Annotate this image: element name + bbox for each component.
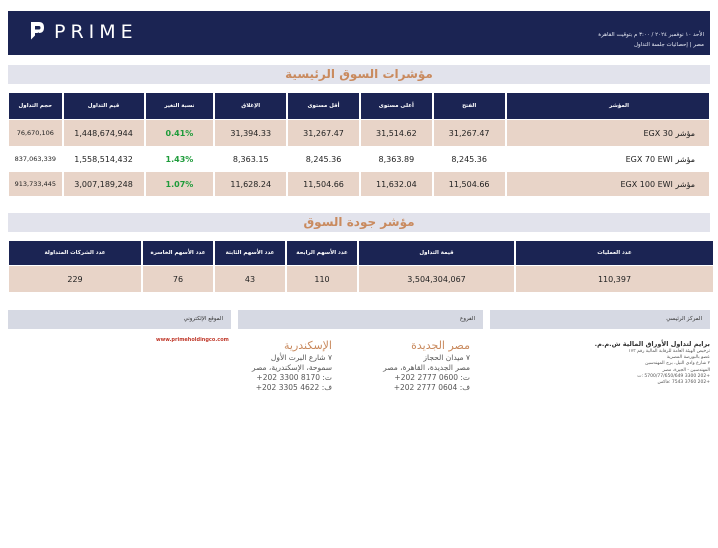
branch-heliopolis: مصر الجديدة ٧ ميدان الحجاز مصر الجديدة، القاهرة، مصر ت: 0600 2777 202+ ف: 0604 2777 202+: [383, 339, 470, 392]
col-high: أعلى مستوى: [361, 93, 432, 119]
index-name: مؤشر EGX 30: [507, 120, 709, 146]
hq-bar: المركز الرئيسي: [490, 310, 710, 329]
index-name: مؤشر EGX 100 EWI: [507, 172, 709, 196]
quality-table: [7, 240, 715, 293]
table-row: 229 76 43 110 3,504,304,067 110,397: [9, 266, 713, 292]
header-bar: [8, 11, 710, 55]
header-info: [598, 30, 704, 50]
table-row: 837,063,339 1,558,514,432 1.43% 8,363.15 8,245.36 8,363.89 8,245.36 مؤشر EGX 70 EWI: [9, 147, 709, 171]
website-bar: الموقع الإلكتروني: [8, 310, 231, 329]
col-index: المؤشر: [507, 93, 709, 119]
col-close: الإغلاق: [215, 93, 286, 119]
col-open: الفتح: [434, 93, 505, 119]
indices-section-title: مؤشرات السوق الرئيسية: [8, 65, 710, 84]
col-change: نسبة التغير: [146, 93, 214, 119]
branch-alexandria: الإسكندرية ٧ شارع البرت الأول سموحة، الإسكندرية، مصر ت: 8170 3300 202+ ف: 4622 3305 202+: [251, 339, 332, 392]
col-low: أقل مستوى: [288, 93, 359, 119]
brand-logo: [28, 20, 138, 44]
indices-header-row: [9, 93, 709, 119]
brand-name: PRIME: [54, 21, 138, 43]
head-office: برايم لتداول الأوراق المالية ش.م.م. ترخيص الهيئة العامة للرقابة المالية رقم ١٧٣ عضو بالبورصة المصرية ٢ شارع وادي النيل، برج المهندسين المهندسين - الجيزة، مصر +202 3300 5700/77/650/649 :ت +202 3760 7543 :فاكس: [594, 340, 710, 386]
table-row: 913,733,445 3,007,189,248 1.07% 11,628.24 11,504.66 11,632.04 11,504.66 مؤشر EGX 100 EWI: [9, 172, 709, 196]
branches-bar: الفروع: [238, 310, 483, 329]
indices-table: [7, 92, 711, 197]
report-date: الأحد ١٠ نوفمبر ٢٠٢٤ / ٣:٠٠ م بتوقيت القاهرة: [598, 32, 704, 38]
table-row: 76,670,106 1,448,674,944 0.41% 31,394.33 31,267.47 31,514.62 31,267.47 مؤشر EGX 30: [9, 120, 709, 146]
quality-header-row: عدد الشركات المتداولة عدد الأسهم الخاسرة عدد الأسهم الثابتة عدد الأسهم الرابحة قيمة التداول عدد العمليات: [9, 241, 713, 265]
col-value: قيم التداول: [64, 93, 144, 119]
website-link[interactable]: www.primeholdingco.com: [156, 337, 229, 343]
report-subtitle: مصر | إحصائيات جلسة التداول: [633, 42, 704, 48]
prime-logo-icon: [28, 20, 46, 44]
index-name: مؤشر EGX 70 EWI: [507, 147, 709, 171]
quality-section-title: مؤشر جودة السوق: [8, 213, 710, 232]
col-volume: حجم التداول: [9, 93, 62, 119]
